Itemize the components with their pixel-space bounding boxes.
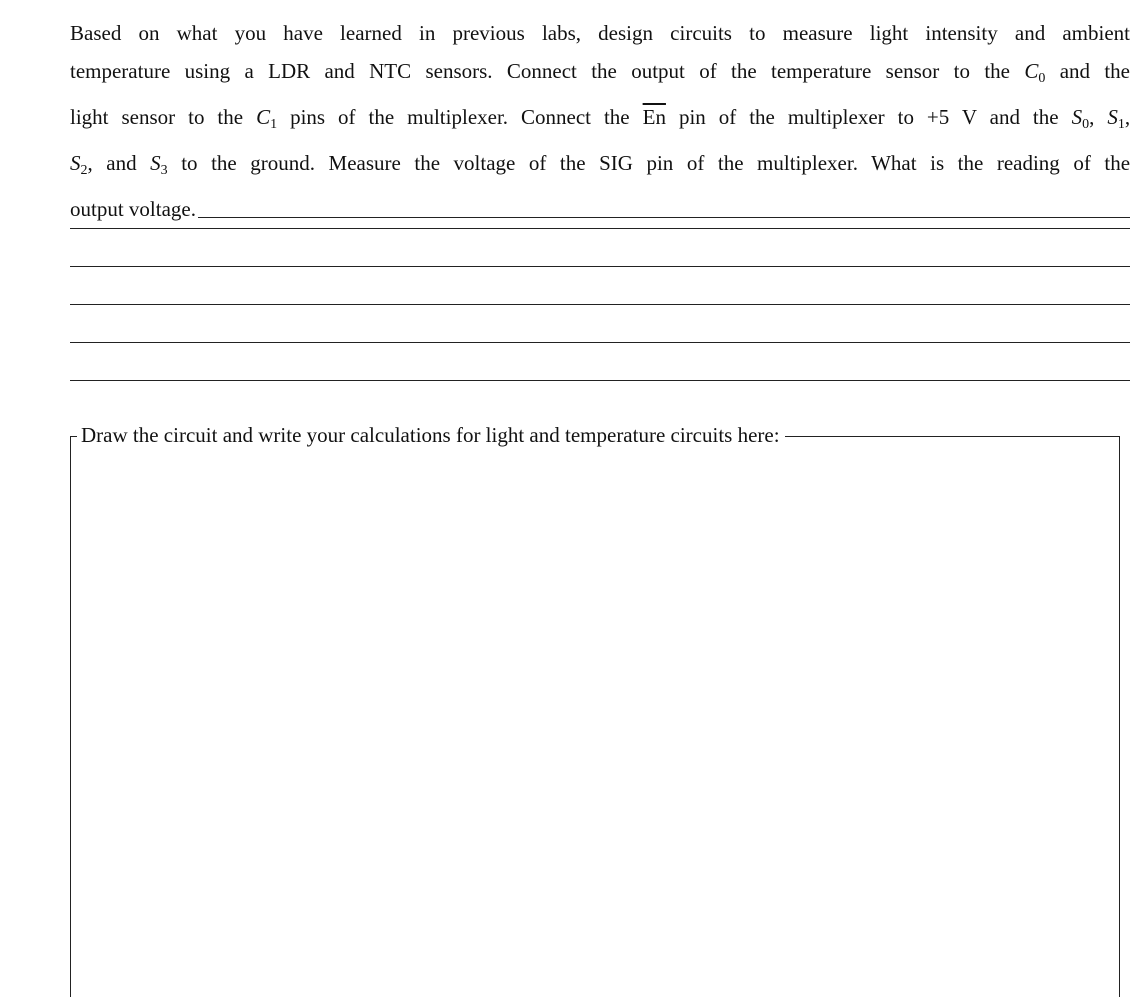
question-line-3-text-mid: pins of the multiplexer. Connect the — [290, 105, 630, 129]
question-line-5-text: output voltage. — [70, 197, 196, 221]
question-line-3-text-end: pin of the multiplexer to +5 V and the — [678, 105, 1059, 129]
answer-line-2[interactable] — [70, 266, 1130, 267]
math-s3: $S_3$ — [150, 151, 168, 178]
math-c0: $C_0$ — [1024, 59, 1046, 86]
question-line-4-text: to the ground. Measure the voltage of the SIG pin of the multiplexer. What is the reading of the — [181, 151, 1131, 175]
question-line-2-text: temperature using a LDR and NTC sensors. Connect the output of the temperature sensor to the — [70, 59, 1010, 83]
question-line-5 — [70, 190, 1130, 228]
answer-line-5[interactable] — [70, 380, 1130, 381]
math-c1: $C_1$ — [256, 105, 278, 132]
question-line-3-text: light sensor to the — [70, 105, 244, 129]
enable-pin-label: $\overline{En}$ — [642, 105, 666, 129]
answer-lines — [70, 228, 1130, 418]
question-line-2 — [70, 52, 1130, 98]
question-line-3: light sensor to the $C_1$ pins of the multiplexer. Connect the $\overline{En}$ pin of the multiplexer to +5 V and the $S_0$, $S_1$, — [70, 105, 1131, 132]
math-s0: $S_0$ — [1071, 105, 1090, 132]
answer-line-1[interactable] — [70, 228, 1130, 229]
question-line-4-and: , and — [87, 151, 137, 175]
question-line-4 — [70, 144, 1130, 190]
math-s1: $S_1$ — [1107, 105, 1125, 132]
answer-fill-line[interactable] — [198, 217, 1130, 218]
circuit-drawing-box[interactable] — [70, 423, 1120, 997]
answer-line-3[interactable] — [70, 304, 1130, 305]
question-text — [70, 14, 1130, 228]
question-line-2-text-end: and the — [1059, 59, 1131, 83]
drawing-box-label: Draw the circuit and write your calculations for light and temperature circuits here: — [77, 421, 785, 449]
question-line-1: Based on what you have learned in previous labs, design circuits to measure light intensity and ambient — [70, 21, 1130, 45]
math-s2: $S_2$ — [70, 151, 88, 178]
answer-line-4[interactable] — [70, 342, 1130, 343]
